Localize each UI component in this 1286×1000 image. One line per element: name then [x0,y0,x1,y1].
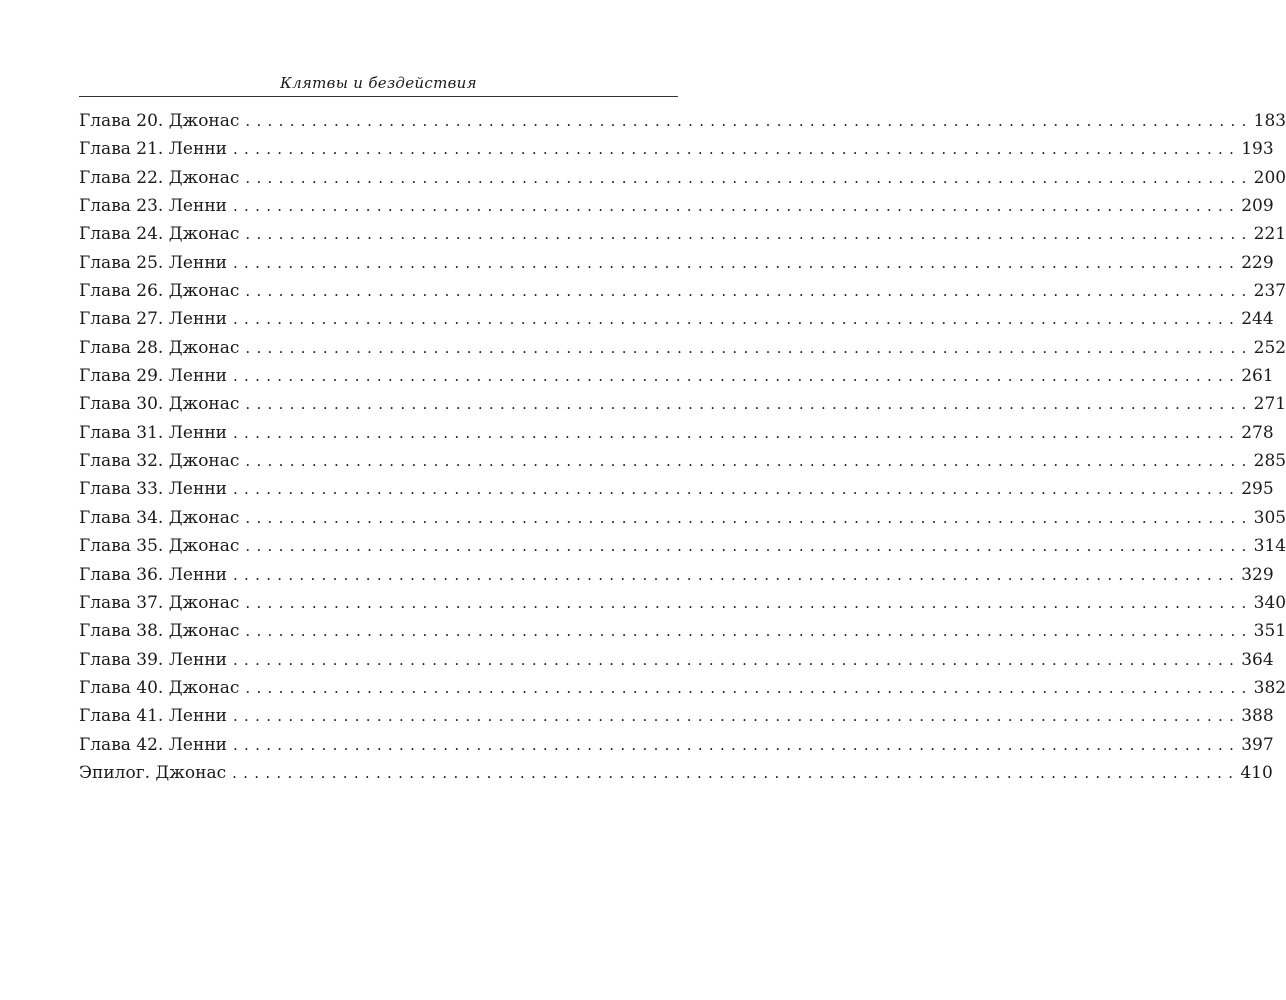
toc-page-number: 340 [1253,592,1286,613]
toc-leader-dots: ........................................................................................... [245,678,1253,697]
toc-page-number: 209 [1241,196,1274,217]
toc-leader-dots: ........................................................................................... [232,197,1241,216]
toc-page-number: 410 [1240,762,1273,783]
toc-page-number: 200 [1253,167,1286,188]
toc-page-number: 305 [1253,507,1286,528]
toc-leader-dots: ........................................................................................... [245,593,1253,612]
toc-entry-title: Глава 26. Джонас [79,281,240,302]
toc-entry[interactable] [79,759,1273,787]
toc-entry[interactable] [79,504,1286,532]
toc-entry[interactable] [79,192,1274,220]
toc-entry-title: Глава 23. Ленни [79,196,227,217]
toc-entry[interactable] [79,702,1274,730]
toc-page-number: 193 [1241,139,1274,160]
toc-entry-title: Глава 36. Ленни [79,564,227,585]
toc-entry[interactable] [79,646,1274,674]
toc-page-number: 278 [1241,422,1274,443]
toc-leader-dots: ........................................................................................... [232,763,1240,782]
toc-entry[interactable] [79,475,1274,503]
toc-entry-title: Глава 21. Ленни [79,139,227,160]
toc-entry[interactable] [79,390,1286,418]
toc-entry-title: Глава 22. Джонас [79,167,240,188]
toc-page-number: 364 [1241,649,1274,670]
toc-entry-title: Глава 41. Ленни [79,706,227,727]
toc-entry[interactable] [79,674,1286,702]
toc-entry[interactable] [79,561,1274,589]
toc-entry[interactable] [79,107,1286,135]
toc-leader-dots: ........................................................................................... [232,707,1241,726]
toc-entry-title: Глава 25. Ленни [79,252,227,273]
toc-page-number: 229 [1241,252,1274,273]
toc-entry-title: Эпилог. Джонас [79,762,227,783]
toc-page-number: 244 [1241,309,1274,330]
toc-entry[interactable] [79,164,1286,192]
toc-leader-dots: ........................................................................................... [232,253,1241,272]
toc-leader-dots: ........................................................................................... [245,395,1253,414]
header-rule [79,96,678,97]
toc-entry[interactable] [79,589,1286,617]
toc-leader-dots: ........................................................................................... [232,565,1241,584]
toc-entry-title: Глава 39. Ленни [79,649,227,670]
toc-leader-dots: ........................................................................................... [245,338,1253,357]
toc-leader-dots: ........................................................................................... [232,480,1241,499]
toc-entry[interactable] [79,362,1274,390]
toc-entry-title: Глава 29. Ленни [79,366,227,387]
toc-entry-title: Глава 24. Джонас [79,224,240,245]
toc-entry-title: Глава 27. Ленни [79,309,227,330]
toc-entry[interactable] [79,249,1274,277]
toc-page-number: 351 [1253,621,1286,642]
toc-leader-dots: ........................................................................................... [232,140,1241,159]
toc-page-number: 285 [1253,451,1286,472]
toc-entry[interactable] [79,447,1286,475]
toc-leader-dots: ........................................................................................... [245,508,1253,527]
toc-entry-title: Глава 28. Джонас [79,337,240,358]
toc-leader-dots: ........................................................................................... [232,423,1241,442]
toc-page-number: 261 [1241,366,1274,387]
toc-leader-dots: ........................................................................................... [232,650,1241,669]
toc-entry[interactable] [79,419,1274,447]
toc-leader-dots: ........................................................................................... [245,225,1253,244]
toc-entry[interactable] [79,532,1286,560]
toc-entry[interactable] [79,334,1286,362]
toc-entry-title: Глава 37. Джонас [79,592,240,613]
toc-entry-title: Глава 38. Джонас [79,621,240,642]
toc-leader-dots: ........................................................................................... [232,310,1241,329]
toc-entry-title: Глава 35. Джонас [79,536,240,557]
toc-leader-dots: ........................................................................................... [245,168,1253,187]
toc-page-number: 314 [1253,536,1286,557]
toc-page-number: 329 [1241,564,1274,585]
toc-page-number: 221 [1253,224,1286,245]
toc-entry-title: Глава 20. Джонас [79,111,240,131]
toc-entry-title: Глава 31. Ленни [79,422,227,443]
toc-page-number: 295 [1241,479,1274,500]
toc-entry[interactable] [79,277,1286,305]
toc-page-number: 271 [1253,394,1286,415]
toc-entry-title: Глава 32. Джонас [79,451,240,472]
toc-entry[interactable] [79,731,1274,759]
toc-entry-title: Глава 33. Ленни [79,479,227,500]
toc-page-number: 183 [1253,111,1286,131]
toc-entry-title: Глава 42. Ленни [79,734,227,755]
toc-leader-dots: ........................................................................................... [232,735,1241,754]
toc-entry-title: Глава 34. Джонас [79,507,240,528]
toc-entry-title: Глава 40. Джонас [79,677,240,698]
toc-entry-title: Глава 30. Джонас [79,394,240,415]
toc-entry[interactable] [79,305,1274,333]
toc-entry[interactable] [79,135,1274,163]
toc-page-number: 397 [1241,734,1274,755]
toc-page-number: 252 [1253,337,1286,358]
toc-leader-dots: ........................................................................................... [245,452,1253,471]
toc-page-number: 382 [1253,677,1286,698]
toc-leader-dots: ........................................................................................... [232,367,1241,386]
toc-leader-dots: ........................................................................................... [245,282,1253,301]
toc-entry[interactable] [79,617,1286,645]
table-of-contents [79,107,1286,787]
toc-page-number: 237 [1253,281,1286,302]
toc-page-number: 388 [1241,706,1274,727]
toc-leader-dots: ........................................................................................... [245,537,1253,556]
running-head: Клятвы и бездействия [280,74,477,92]
toc-entry[interactable] [79,220,1286,248]
toc-leader-dots: ........................................................................................... [245,622,1253,641]
toc-leader-dots: ........................................................................................... [245,112,1253,130]
